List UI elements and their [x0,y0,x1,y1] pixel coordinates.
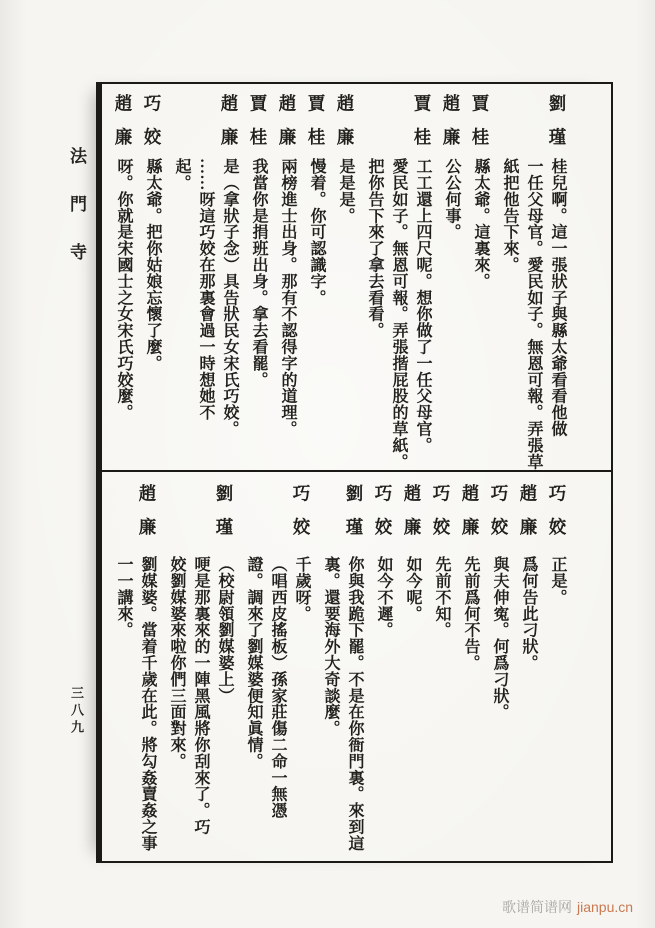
speech-line: 我當你是捐班出身。拿去看罷。 [250,158,267,388]
speaker-name: 趙廉 [518,484,538,551]
speech-line: 千歲呀。 [293,556,310,622]
speech-line: 工工還上四尺呢。想你做了一任父母官。 [414,158,431,454]
dialogue-entry [516,482,540,853]
speaker-name: 趙廉 [335,94,355,161]
speech-line: 把你告下來了拿去看看。 [366,158,383,339]
speech-line: 哽是那裏來的一陣黑風將你刮來了。巧 [192,556,209,835]
dialogue-entry [458,482,482,853]
speaker-name: 趙廉 [219,94,239,161]
dialogue-entry [468,92,492,466]
speech-line: 爲何告此刁狀。 [520,556,537,671]
speech-lines [241,556,313,853]
speech-lines [164,556,236,853]
speech-lines [468,158,492,466]
speech-line: 兩榜進士出身。那有不認得字的道理。 [279,158,296,437]
dialogue-entry [111,92,135,466]
dialogue-entry [169,92,241,466]
dialogue-entry [545,482,569,853]
speech-line: 桂兒啊。這一張狀子與縣太爺看看他做 [549,158,566,437]
dialogue-section-top [102,84,581,470]
speech-lines [516,556,540,853]
speech-lines [545,556,569,853]
speech-lines [371,556,395,853]
dialogue-entry [318,482,366,853]
speech-line: 起。 [173,158,190,191]
speech-line: 如今不遲。 [375,556,392,638]
watermark-site-name: 歌谱简谱网 [502,899,572,915]
speaker-name: 趙廉 [277,94,297,161]
speech-lines [487,556,511,853]
dialogue-entry [304,92,328,466]
speech-line: 是是是。 [337,158,354,224]
speech-line: 一任父母官。愛民如子。無恩可報。弄張草 [525,158,542,470]
speaker-name: 巧姣 [373,484,393,551]
speaker-name: 趙廉 [137,484,157,551]
speaker-name: 賈桂 [412,94,432,161]
speech-line: 劉媒婆。當着千歲在此。將勾姦賣姦之事 [139,556,156,852]
speaker-name: 賈桂 [306,94,326,161]
dialogue-entry [333,92,357,466]
dialogue-entry [246,92,270,466]
speaker-name: 劉瑾 [547,94,567,161]
speech-line: 愛民如子。無恩可報。弄張揩屁股的草紙。 [390,158,407,470]
dialogue-entry [140,92,164,466]
speaker-name: 巧姣 [142,94,162,161]
speech-line: 縣太爺。這裏來。 [472,158,489,290]
dialogue-entry [497,92,569,470]
speech-lines [429,556,453,853]
speech-lines [497,158,569,470]
speech-line: 證。調來了劉媒婆便知眞情。 [245,556,262,770]
speech-line: 一一講來。 [115,556,132,638]
dialogue-entry [439,92,463,466]
speech-lines [362,158,434,470]
speech-line: （校尉領劉媒婆上） [216,556,233,704]
watermark [502,897,633,917]
speech-lines [400,556,424,853]
speech-line: ……呀這巧姣在那裏會過一時想她不 [197,158,214,421]
speaker-name: 巧姣 [547,484,567,551]
text-frame [96,82,613,863]
speech-line: 縣太爺。把你姑娘忘懷了麼。 [144,158,161,372]
speech-lines [275,158,299,466]
speaker-name: 趙廉 [460,484,480,551]
speech-lines [439,158,463,466]
speech-line: 你與我跪下罷。不是在你衙門裏。來到這 [346,556,363,852]
speech-line: 慢着。你可認識字。 [308,158,325,306]
dialogue-entry [371,482,395,853]
speaker-name: 賈桂 [470,94,490,161]
speech-line: 正是。 [549,556,566,606]
speech-lines [318,556,366,853]
speaker-name: 賈桂 [248,94,268,161]
speech-line: 先前爲何不告。 [462,556,479,671]
speaker-name: 趙廉 [441,94,461,161]
dialogue-entry [429,482,453,853]
book-title-vertical: 法門寺 [67,147,86,291]
speaker-name: 巧姣 [291,484,311,551]
speaker-name: 劉瑾 [214,484,234,551]
speech-line: 是（拿狀子念）具告狀民女宋氏巧姣。 [221,158,238,437]
dialogue-entry [241,482,313,853]
speech-lines [169,158,241,466]
speech-lines [246,158,270,466]
speaker-name: 巧姣 [489,484,509,551]
speaker-name: 劉瑾 [344,484,364,551]
watermark-site-url: jianpu.cn [577,899,634,915]
speech-line: 先前不知。 [433,556,450,638]
speech-lines [140,158,164,466]
speech-line: 裏。還要海外大奇談麼。 [322,556,339,737]
dialogue-entry [362,92,434,470]
dialogue-entry [487,482,511,853]
speech-lines [111,556,159,853]
speech-lines [333,158,357,466]
speech-line: 如今呢。 [404,556,421,622]
speaker-name: 趙廉 [113,94,133,161]
speech-lines [304,158,328,466]
dialogue-section-bottom [102,472,581,857]
speaker-name: 巧姣 [431,484,451,551]
speech-lines [111,158,135,466]
dialogue-entry [275,92,299,466]
speech-lines [458,556,482,853]
speech-line: 姣劉媒婆來啦你們三面對來。 [168,556,185,770]
dialogue-entry [111,482,159,853]
dialogue-entry [400,482,424,853]
speech-line: 公公何事。 [443,158,460,240]
dialogue-entry [164,482,236,853]
speech-line: 與夫伸寃。何爲刁狀。 [491,556,508,720]
speech-line: 呀。你就是宋國士之女宋氏巧姣麼。 [115,158,132,421]
page-number-chinese: 三八九 [69,686,84,737]
speech-line: （唱西皮搖板）孫家莊傷二命一無憑 [269,556,286,819]
speaker-name: 趙廉 [402,484,422,551]
speech-line: 紙把他告下來。 [501,158,518,273]
